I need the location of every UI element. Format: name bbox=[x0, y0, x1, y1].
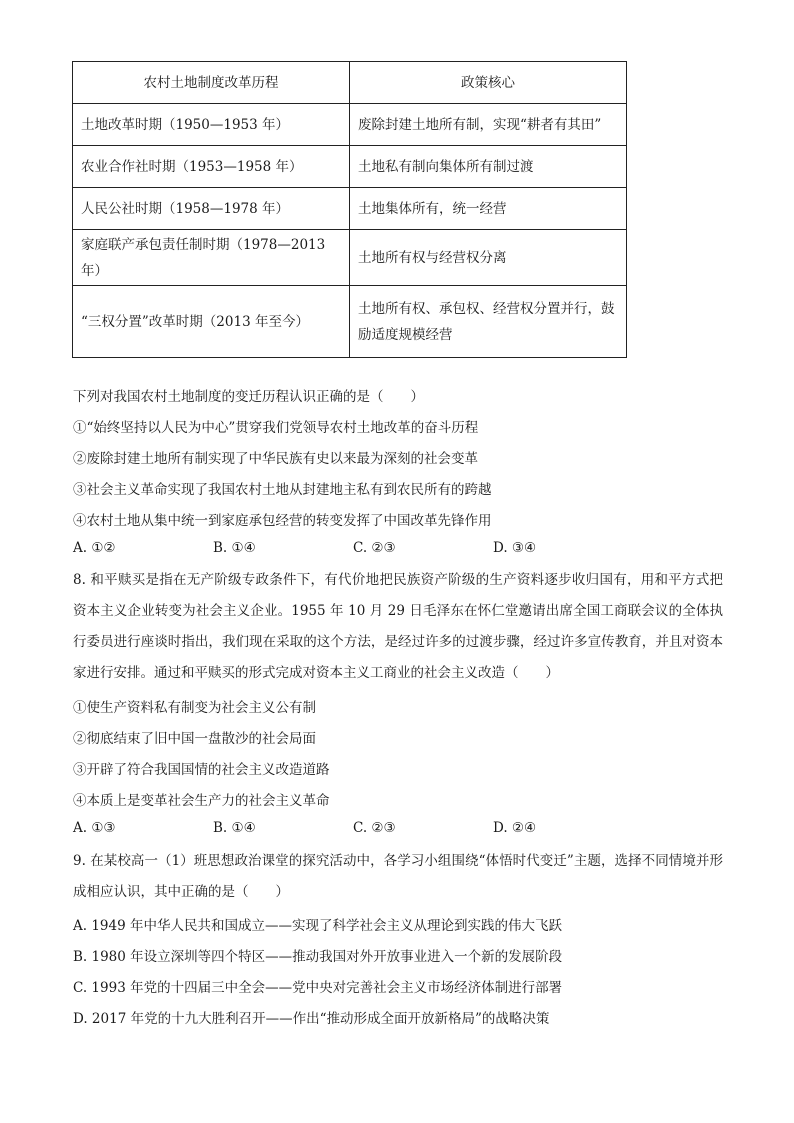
table-cell-period: 家庭联产承包责任制时期（1978—2013 年） bbox=[73, 230, 350, 286]
table-cell-period: 农业合作社时期（1953—1958 年） bbox=[73, 146, 350, 188]
q8-item-4: ④本质上是变革社会生产力的社会主义革命 bbox=[73, 793, 330, 809]
q8-option-c[interactable]: C. ②③ bbox=[353, 820, 396, 836]
q9-stem: 9. 在某校高一（1）班思想政治课堂的探究活动中，各学习小组围绕“体悟时代变迁”主题，选择不同情境并形成相应认识，其中正确的是（ ） bbox=[73, 853, 723, 900]
q8-stem: 8. 和平赎买是指在无产阶级专政条件下，有代价地把民族资产阶级的生产资料逐步收归国有，用和平方式把资本主义企业转变为社会主义企业。1955 年 10 月 29 日毛泽东在怀仁堂邀请出席全国工商联会议的全体执行委员进行座谈时指出，我们现在采取的这个方法，是经过许多的过渡步骤，经过许多宣传教育，并且对资本家进行安排。通过和平赎买的形式完成对资本主义工商业的社会主义改造（ ） bbox=[73, 572, 723, 681]
table-cell-period: 土地改革时期（1950—1953 年） bbox=[73, 104, 350, 146]
table-row bbox=[73, 104, 627, 146]
table-cell-policy: 土地集体所有，统一经营 bbox=[350, 188, 627, 230]
q8-item-3: ③开辟了符合我国国情的社会主义改造道路 bbox=[73, 762, 330, 778]
q9-option-b[interactable]: B. 1980 年设立深圳等四个特区——推动我国对外开放事业进入一个新的发展阶段 bbox=[73, 949, 563, 965]
q7-options bbox=[73, 540, 633, 556]
q8-item-1: ①使生产资料私有制变为社会主义公有制 bbox=[73, 700, 316, 716]
table-cell-policy: 土地私有制向集体所有制过渡 bbox=[350, 146, 627, 188]
q9-option-d[interactable]: D. 2017 年党的十九大胜利召开——作出“推动形成全面开放新格局”的战略决策 bbox=[73, 1011, 550, 1027]
table-cell-policy: 土地所有权与经营权分离 bbox=[350, 230, 627, 286]
table-header-row bbox=[73, 62, 627, 104]
q7-option-b[interactable]: B. ①④ bbox=[213, 540, 256, 556]
table-row bbox=[73, 146, 627, 188]
table-cell-policy: 土地所有权、承包权、经营权分置并行，鼓励适度规模经营 bbox=[350, 286, 627, 358]
q7-item-3: ③社会主义革命实现了我国农村土地从封建地主私有到农民所有的跨越 bbox=[73, 482, 492, 498]
q7-option-d[interactable]: D. ③④ bbox=[493, 540, 537, 556]
q9-option-c[interactable]: C. 1993 年党的十四届三中全会——党中央对完善社会主义市场经济体制进行部署 bbox=[73, 980, 563, 996]
q7-option-c[interactable]: C. ②③ bbox=[353, 540, 396, 556]
table-row bbox=[73, 286, 627, 358]
table-header-policy: 政策核心 bbox=[350, 62, 627, 104]
q8-item-2: ②彻底结束了旧中国一盘散沙的社会局面 bbox=[73, 731, 316, 747]
q7-option-a[interactable]: A. ①② bbox=[73, 540, 116, 556]
q7-item-2: ②废除封建土地所有制实现了中华民族有史以来最为深刻的社会变革 bbox=[73, 451, 478, 467]
q8-options bbox=[73, 820, 633, 836]
table-row bbox=[73, 188, 627, 230]
q9-option-a[interactable]: A. 1949 年中华人民共和国成立——实现了科学社会主义从理论到实践的伟大飞跃 bbox=[73, 918, 562, 934]
q7-item-1: ①“始终坚持以人民为中心”贯穿我们党领导农村土地改革的奋斗历程 bbox=[73, 420, 479, 436]
table-cell-policy: 废除封建土地所有制，实现“耕者有其田” bbox=[350, 104, 627, 146]
table-header-history: 农村土地制度改革历程 bbox=[73, 62, 350, 104]
q7-stem: 下列对我国农村土地制度的变迁历程认识正确的是（ ） bbox=[73, 389, 424, 405]
land-reform-table bbox=[72, 61, 627, 358]
table-cell-period: 人民公社时期（1958—1978 年） bbox=[73, 188, 350, 230]
q8-option-b[interactable]: B. ①④ bbox=[213, 820, 256, 836]
table-row bbox=[73, 230, 627, 286]
q7-item-4: ④农村土地从集中统一到家庭承包经营的转变发挥了中国改革先锋作用 bbox=[73, 513, 492, 529]
table-cell-period: “三权分置”改革时期（2013 年至今） bbox=[73, 286, 350, 358]
q8-option-d[interactable]: D. ②④ bbox=[493, 820, 537, 836]
q8-option-a[interactable]: A. ①③ bbox=[73, 820, 116, 836]
